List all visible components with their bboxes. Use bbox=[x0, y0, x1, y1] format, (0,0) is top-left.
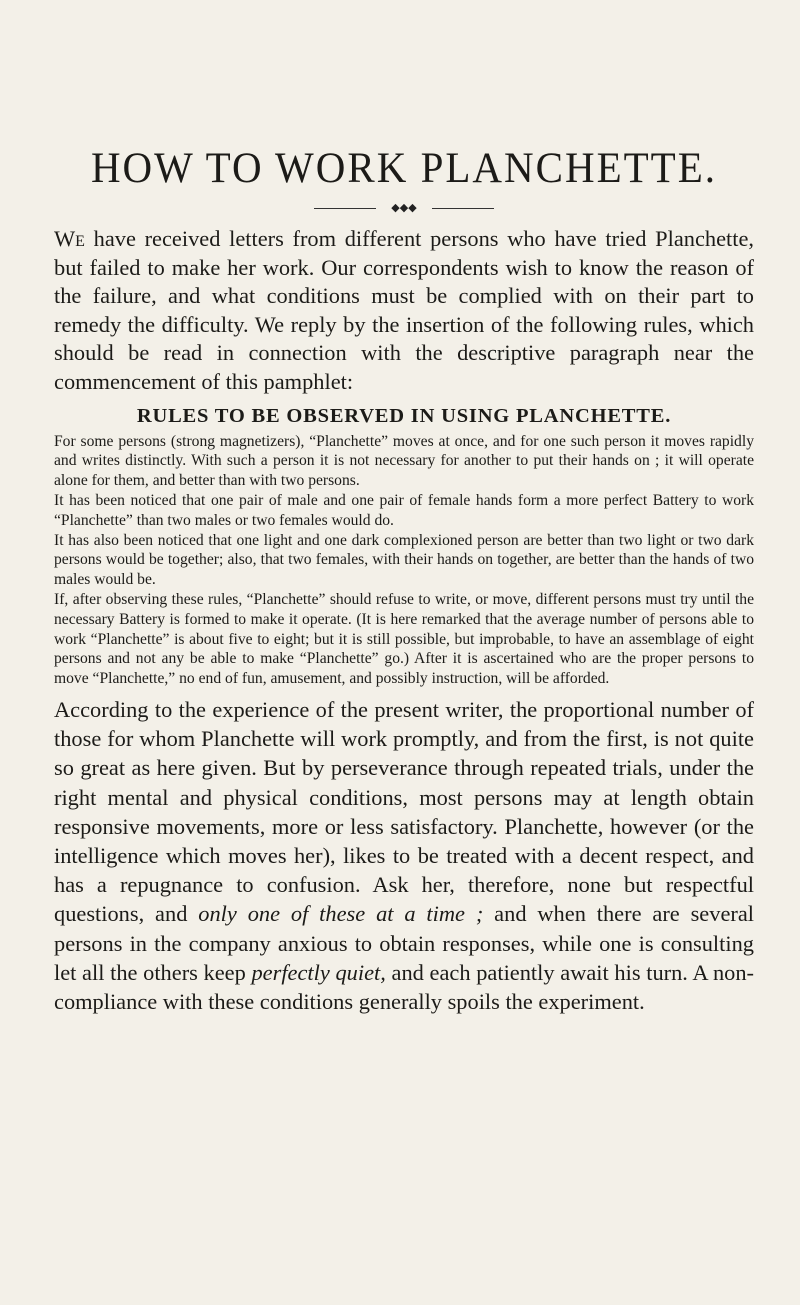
closing-text-3: and each patiently await his turn. A non-compliance with these conditions generally spoils the experiment. bbox=[54, 959, 754, 1014]
closing-text-2: and when there are several persons in the company anxious to obtain responses, while one is consulting let all the others keep bbox=[54, 901, 754, 985]
closing-italic-2: perfectly quiet, bbox=[251, 959, 386, 985]
rule-paragraph-4: If, after observing these rules, “Planchette” should refuse to write, or move, different persons must try until the necessary Battery is formed to make it operate. (It is here remarked that the average number of persons able to work “Planchette” is about five to eight; but it is still possible, but improbable, to have an assemblage of eight persons and not any be able to make “Planchette” go.) After it is ascertained who are the proper persons to move “Planchette,” no end of fun, amusement, and possibly instruction, will be afforded. bbox=[54, 590, 754, 688]
closing-text-1: According to the experience of the present writer, the proportional number of those for whom Planchette will work promptly, and from the first, is not quite so great as here given. But by perseverance through repeated trials, under the right mental and physical conditions, most persons may at length obtain responsive movements, more or less satisfactory. Planchette, however (or the intelligence which moves her), likes to be treated with a decent respect, and has a repugnance to confusion. Ask her, therefore, none but respectful questions, and bbox=[54, 696, 754, 927]
rule-paragraph-1: For some persons (strong magnetizers), “Planchette” moves at once, and for one such person it moves rapidly and writes distinctly. With such a person it is not necessary for another to put their hands on ; it will operate alone for them, and better than with two persons. bbox=[54, 432, 754, 490]
diamond-ornament-icon: ◆◆◆ bbox=[391, 201, 417, 214]
intro-paragraph bbox=[54, 225, 754, 397]
rule-paragraph-2: It has been noticed that one pair of male and one pair of female hands form a more perfect Battery to work “Planchette” than two males or two females would do. bbox=[54, 491, 754, 529]
ornament-rule-right bbox=[432, 208, 494, 209]
page-title: HOW TO WORK PLANCHETTE. bbox=[90, 142, 718, 192]
intro-text: have received letters from different persons who have tried Planchette, but failed to make her work. Our correspondents wish to know the reason of the failure, and what conditions must be complied with on their part to remedy the difficulty. We reply by the insertion of the following rules, which should be read in connection with the descriptive paragraph near the commencement of this pamphlet: bbox=[54, 226, 754, 394]
intro-lead-word: We bbox=[54, 226, 85, 251]
rule-paragraph-3: It has also been noticed that one light and one dark complexioned person are better than two light or two dark persons would be together; also, that two females, with their hands on together, are better than the hands of two males would be. bbox=[54, 531, 754, 589]
closing-italic-1: only one of these at a time ; bbox=[198, 901, 484, 927]
ornament-rule-left bbox=[314, 208, 376, 209]
rules-heading: RULES TO BE OBSERVED IN USING PLANCHETTE. bbox=[136, 404, 672, 427]
page bbox=[54, 0, 754, 1305]
closing-paragraph bbox=[54, 695, 754, 1016]
title-ornament bbox=[314, 201, 494, 215]
